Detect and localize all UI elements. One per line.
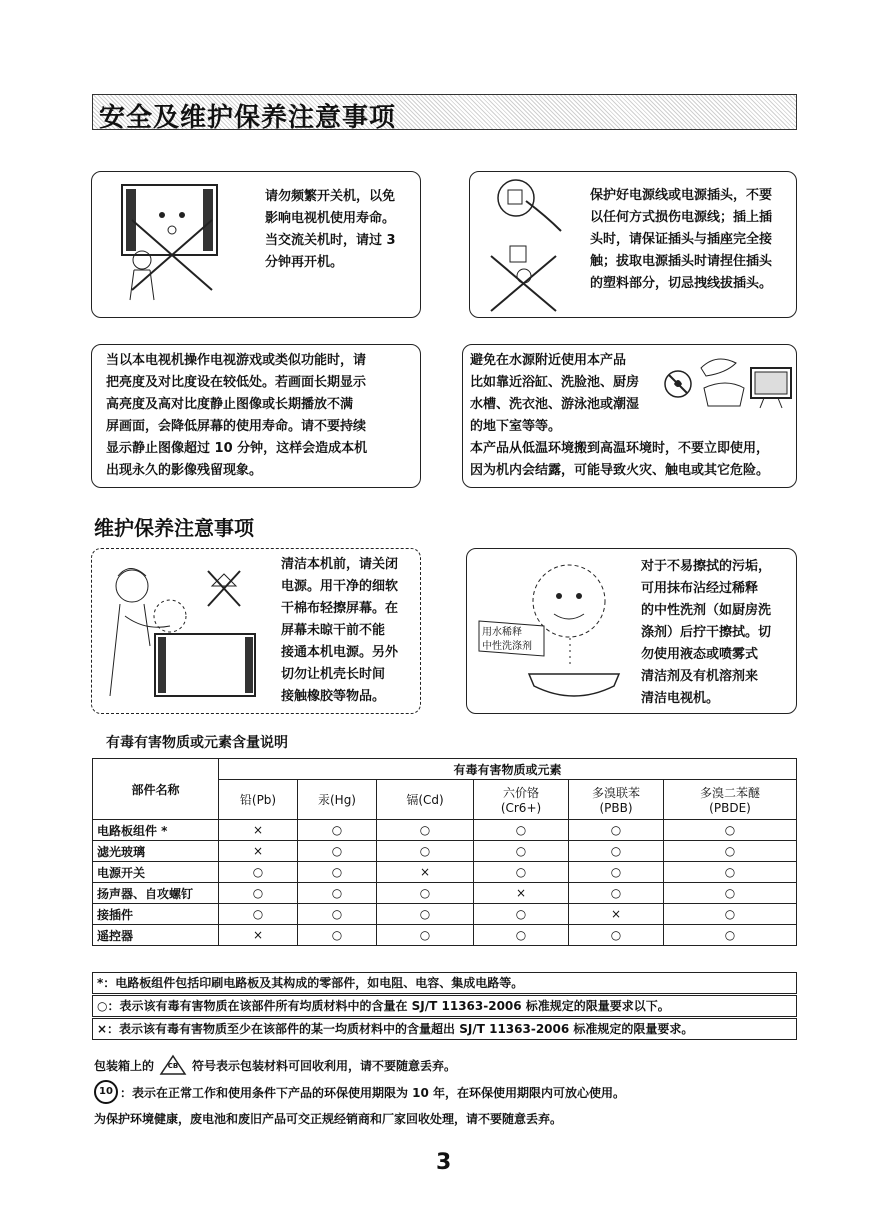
table-row: 遥控器 × ○ ○ ○ ○ ○ bbox=[93, 925, 797, 946]
eco-period-badge: 10 bbox=[94, 1080, 118, 1104]
disposal-line: 为保护环境健康，废电池和废旧产品可交正规经销商和厂家回收处理，请不要随意丢弃。 bbox=[94, 1112, 563, 1126]
box4-top-text: 避免在水源附近使用本产品 比如靠近浴缸、洗脸池、厨房 水槽、洗衣池、游泳池或潮湿 的地下室等等。 bbox=[470, 353, 640, 434]
hazard-table-title: 有毒有害物质或元素含量说明 bbox=[106, 735, 288, 751]
hazard-table bbox=[92, 758, 797, 946]
col-header: 多溴二苯醚 (PBDE) bbox=[664, 780, 797, 820]
eco-period-line: 10 ：表示在正常工作和使用条件下产品的环保使用期限为 10 年，在环保使用期限内可放心使用。 bbox=[94, 1080, 625, 1104]
col-part-name: 部件名称 bbox=[93, 759, 219, 820]
tv-person-illustration bbox=[112, 180, 252, 310]
col-group-header: 有毒有害物质或元素 bbox=[219, 759, 797, 780]
note-circle-meaning: ○：表示该有毒有害物质在该部件所有均质材料中的含量在 SJ/T 11363-2006 标准规定的限量要求以下。 bbox=[92, 995, 797, 1017]
box1-text: 请勿频繁开关机，以免 影响电视机使用寿命。 当交流关机时，请过 3 分钟再开机。 bbox=[265, 189, 396, 270]
box5-text: 清洁本机前，请关闭 电源。用干净的细软 干棉布轻擦屏幕。在 屏幕未晾干前不能 接通本机电源。另外 切勿让机壳长时间 接触橡胶等物品。 bbox=[281, 557, 399, 704]
detergent-label: 用水稀释 中性洗涤剂 bbox=[482, 627, 532, 652]
table-row: 电路板组件 * × ○ ○ ○ ○ ○ bbox=[93, 820, 797, 841]
water-tv-illustration bbox=[656, 348, 796, 414]
table-row: 滤光玻璃 × ○ ○ ○ ○ ○ bbox=[93, 841, 797, 862]
recycle-icon: CB bbox=[158, 1054, 188, 1076]
table-row: 电源开关 ○ ○ × ○ ○ ○ bbox=[93, 862, 797, 883]
cleaning-illustration bbox=[100, 556, 275, 706]
section-maintenance-title: 维护保养注意事项 bbox=[94, 516, 254, 540]
col-header: 汞(Hg) bbox=[298, 780, 377, 820]
box6-text: 对于不易擦拭的污垢， 可用抹布沾经过稀释 的中性洗剂（如厨房洗 涤剂）后拧干擦拭。切 勿使用液态或喷雾式 清洁剂及有机溶剂来 清洁电视机。 bbox=[641, 559, 772, 706]
col-header: 铅(Pb) bbox=[219, 780, 298, 820]
box4-bottom-text: 本产品从低温环境搬到高温环境时，不要立即使用， 因为机内会结露，可能导致火灾、触电或其它危险。 bbox=[470, 441, 770, 478]
recycle-line: 包装箱上的 CB 符号表示包装材料可回收利用，请不要随意丢弃。 bbox=[94, 1054, 456, 1076]
col-header: 镉(Cd) bbox=[377, 780, 474, 820]
col-header: 六价铬 (Cr6+) bbox=[474, 780, 569, 820]
box3-text: 当以本电视机操作电视游戏或类似功能时，请 把亮度及对比度设在较低处。若画面长期显示 高亮度及高对比度静止图像或长期播放不满 屏画面，会降低屏幕的使用寿命。请不要持续 显示静止图像超过 10 分钟，这样会造成本机 出现永久的影像残留现象。 bbox=[106, 353, 368, 478]
plug-illustration bbox=[486, 176, 586, 316]
note-cross-meaning: ×：表示该有毒有害物质至少在该部件的某一均质材料中的含量超出 SJ/T 11363-2006 标准规定的限量要求。 bbox=[92, 1018, 797, 1040]
page-number: 3 bbox=[436, 1150, 452, 1175]
note-circuit-board: *：电路板组件包括印刷电路板及其构成的零部件，如电阻、电容、集成电路等。 bbox=[92, 972, 797, 994]
title-banner bbox=[92, 94, 797, 133]
page-title: 安全及维护保养注意事项 bbox=[99, 103, 397, 133]
col-header: 多溴联苯 (PBB) bbox=[569, 780, 664, 820]
box2-text: 保护好电源线或电源插头，不要 以任何方式损伤电源线；插上插 头时，请保证插头与插座完全接 触；拔取电源插头时请捏住插头 的塑料部分，切忌拽线拔插头。 bbox=[590, 188, 773, 291]
table-row: 扬声器、自攻螺钉 ○ ○ ○ × ○ ○ bbox=[93, 883, 797, 904]
table-row: 接插件 ○ ○ ○ ○ × ○ bbox=[93, 904, 797, 925]
